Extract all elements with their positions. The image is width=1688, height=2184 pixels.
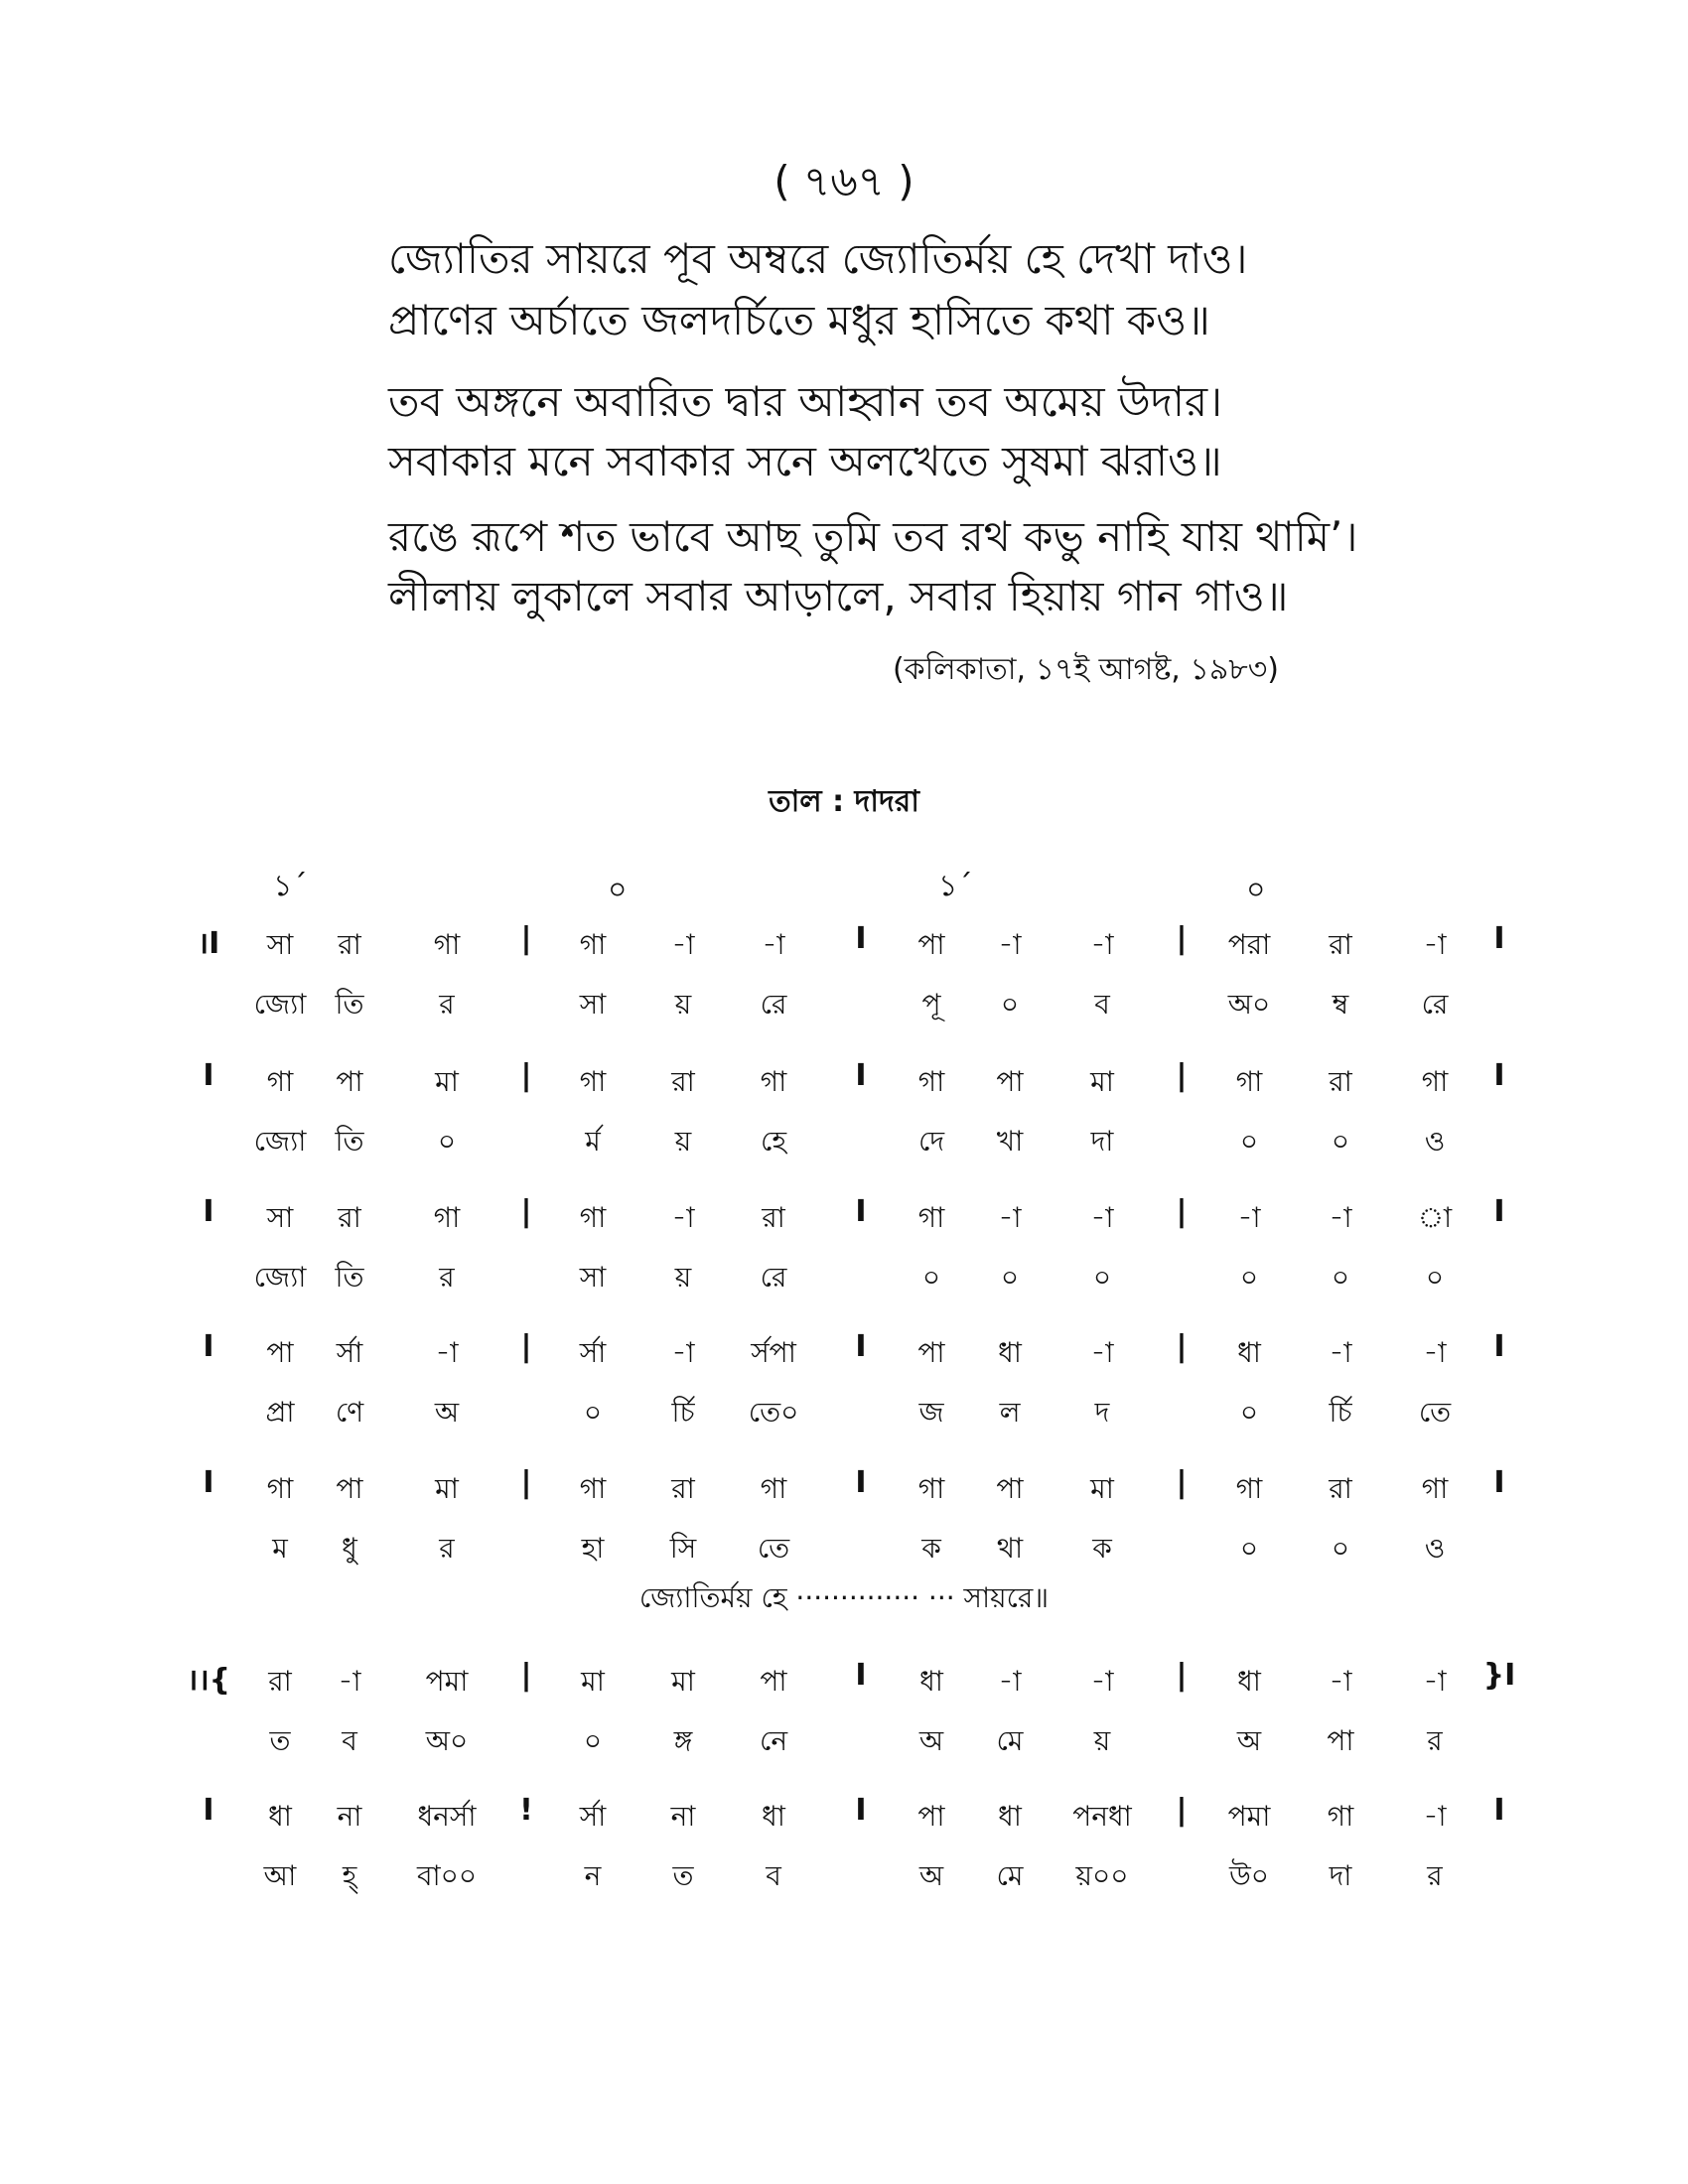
note-cell: গা — [579, 1472, 607, 1505]
beat-mark: ০ — [608, 873, 628, 907]
lyric-cell: ক — [921, 1532, 941, 1565]
bar-mark: I — [855, 921, 867, 956]
bar-mark: | — [520, 1194, 532, 1229]
note-cell: পা — [917, 1336, 945, 1369]
lyric-cell: মে — [996, 1724, 1024, 1757]
lyric-cell: রে — [760, 1261, 787, 1294]
lyric-cell: আ — [263, 1859, 297, 1892]
bar-mark: ।।{ — [186, 1663, 231, 1698]
note-cell: পা — [336, 1065, 363, 1098]
beat-mark: ১´ — [938, 869, 973, 903]
bar-mark: | — [1176, 921, 1188, 956]
lyric-cell: হা — [581, 1532, 605, 1565]
lyric-cell: জ্যো — [253, 988, 307, 1021]
note-cell: -া — [435, 1336, 459, 1369]
beat-mark: ১´ — [273, 869, 308, 903]
note-cell: পমা — [425, 1665, 469, 1698]
note-cell: -া — [1423, 1800, 1447, 1833]
note-cell: -া — [1237, 1201, 1261, 1234]
bar-mark: I — [855, 1465, 867, 1500]
note-cell: র্সা — [579, 1336, 607, 1369]
lyric-cell: নে — [759, 1724, 788, 1757]
bar-mark: }I — [1482, 1658, 1516, 1693]
note-cell: মা — [1090, 1472, 1114, 1505]
lyric-cell: ধু — [342, 1532, 357, 1565]
poem-line: জ্যোতির সায়রে পূব অম্বরে জ্যোতির্ময় হে দেখা দাও। — [388, 234, 1248, 283]
bar-mark: I — [855, 1058, 867, 1093]
lyric-cell: মে — [996, 1859, 1024, 1892]
lyric-cell: তে — [757, 1532, 790, 1565]
note-cell: গা — [760, 1065, 787, 1098]
note-cell: রা — [1329, 928, 1352, 961]
lyric-cell: সি — [669, 1532, 697, 1565]
lyric-cell: ব — [342, 1724, 357, 1757]
note-cell: র্সা — [336, 1336, 363, 1369]
lyric-cell: য় — [674, 1125, 692, 1158]
note-cell: ধা — [919, 1665, 943, 1698]
note-cell: পা — [996, 1065, 1024, 1098]
note-cell: -া — [1423, 928, 1447, 961]
note-cell: মা — [581, 1665, 605, 1698]
date-line: (কলিকাতা, ১৭ই আগষ্ট, ১৯৮৩) — [892, 652, 1279, 687]
lyric-cell: ০ — [1239, 1396, 1259, 1429]
bar-mark: I — [855, 1194, 867, 1229]
lyric-cell: ম্ব — [1332, 988, 1349, 1021]
lyric-cell: ০ — [583, 1724, 603, 1757]
note-cell: ধনর্সা — [417, 1800, 477, 1833]
lyric-cell: দা — [1329, 1859, 1352, 1892]
note-cell: -া — [1090, 1336, 1114, 1369]
lyric-cell: হে — [760, 1125, 787, 1158]
note-cell: পনধা — [1072, 1800, 1132, 1833]
note-cell: -া — [671, 1336, 695, 1369]
beat-mark: ০ — [1246, 873, 1266, 907]
lyric-cell: ০ — [1239, 1261, 1259, 1294]
note-cell: রা — [1329, 1065, 1352, 1098]
note-cell: া — [1417, 1201, 1453, 1234]
bar-mark: I — [1493, 1329, 1505, 1364]
note-cell: মা — [435, 1472, 459, 1505]
note-cell: -া — [998, 1665, 1022, 1698]
bar-mark: | — [520, 1465, 532, 1500]
lyric-cell: জ্যো — [253, 1125, 307, 1158]
note-cell: -া — [671, 928, 695, 961]
poem-line: সবাকার মনে সবাকার সনে অলখেতে সুষমা ঝরাও॥ — [388, 437, 1222, 485]
note-cell: না — [670, 1800, 696, 1833]
note-cell: পা — [266, 1336, 294, 1369]
lyric-cell: অ০ — [425, 1724, 469, 1757]
lyric-cell: ০ — [1239, 1532, 1259, 1565]
lyric-cell: অ — [434, 1396, 460, 1429]
lyric-cell: ০ — [1425, 1261, 1445, 1294]
note-cell: -া — [998, 1201, 1022, 1234]
lyric-cell: জ্যো — [253, 1261, 307, 1294]
lyric-cell: তে০ — [748, 1396, 799, 1429]
lyric-cell: র্চি — [1329, 1396, 1352, 1429]
lyric-cell: ক — [1092, 1532, 1112, 1565]
note-cell: গা — [266, 1065, 294, 1098]
poem-line: তব অঙ্গনে অবারিত দ্বার আহ্বান তব অমেয় উদার। — [388, 377, 1223, 426]
note-cell: পরা — [1227, 928, 1271, 961]
lyric-cell: ০ — [1239, 1125, 1259, 1158]
note-cell: পা — [996, 1472, 1024, 1505]
bar-mark: I — [855, 1329, 867, 1364]
note-cell: পা — [917, 1800, 945, 1833]
note-cell: র্সপা — [751, 1336, 796, 1369]
bar-mark: | — [1176, 1658, 1188, 1693]
taal-heading: তাল : দাদরা — [769, 784, 919, 819]
note-cell: গা — [1327, 1800, 1354, 1833]
note-cell: গা — [1235, 1472, 1263, 1505]
bar-mark: I — [203, 1793, 214, 1828]
lyric-cell: অ০ — [1227, 988, 1271, 1021]
lyric-cell: ম — [272, 1532, 288, 1565]
poem-line: প্রাণের অর্চাতে জলদর্চিতে মধুর হাসিতে কথা কও॥ — [388, 296, 1210, 344]
note-cell: গা — [1421, 1472, 1449, 1505]
note-cell: গা — [917, 1472, 945, 1505]
note-cell: গা — [433, 928, 461, 961]
note-cell: ধা — [998, 1800, 1022, 1833]
bar-mark: I — [1493, 921, 1505, 956]
lyric-cell: তি — [335, 1125, 364, 1158]
lyric-cell: সা — [579, 988, 607, 1021]
note-cell: মা — [671, 1665, 695, 1698]
lyric-cell: ও — [1424, 1532, 1446, 1565]
note-cell: গা — [917, 1065, 945, 1098]
note-cell: -া — [1329, 1665, 1352, 1698]
lyric-cell: পূ — [921, 988, 941, 1021]
note-cell: ধা — [268, 1800, 292, 1833]
bar-mark: | — [520, 1058, 532, 1093]
bar-mark: | — [520, 921, 532, 956]
lyric-cell: ণে — [335, 1396, 364, 1429]
note-cell: -া — [1329, 1201, 1352, 1234]
lyric-cell: ত — [269, 1724, 291, 1757]
note-cell: রা — [1329, 1472, 1352, 1505]
page-number: ( ৭৬৭ ) — [774, 157, 914, 205]
lyric-cell: ০ — [1000, 1261, 1020, 1294]
note-cell: সা — [266, 1201, 294, 1234]
lyric-cell: দা — [1090, 1125, 1114, 1158]
bar-mark: I — [203, 1194, 214, 1229]
note-cell: গা — [1235, 1065, 1263, 1098]
bar-mark: I — [1493, 1194, 1505, 1229]
refrain-line: জ্যোতির্ময় হে ·············· ··· সায়রে॥ — [638, 1581, 1050, 1614]
lyric-cell: প্রা — [265, 1396, 295, 1429]
bar-mark: | — [520, 1329, 532, 1364]
lyric-cell: র — [439, 1261, 455, 1294]
lyric-cell: ০ — [1092, 1261, 1112, 1294]
note-cell: না — [337, 1800, 362, 1833]
note-cell: পা — [336, 1472, 363, 1505]
lyric-cell: ও — [1424, 1125, 1446, 1158]
lyric-cell: ন — [584, 1859, 602, 1892]
lyric-cell: থা — [996, 1532, 1024, 1565]
lyric-cell: ত — [672, 1859, 694, 1892]
lyric-cell: ০ — [1331, 1125, 1350, 1158]
bar-mark: I — [855, 1658, 867, 1693]
note-cell: -া — [762, 928, 785, 961]
note-cell: গা — [266, 1472, 294, 1505]
lyric-cell: অ — [1236, 1724, 1262, 1757]
note-cell: পমা — [1227, 1800, 1271, 1833]
note-cell: র্সা — [579, 1800, 607, 1833]
note-cell: -া — [1090, 928, 1114, 961]
note-cell: মা — [435, 1065, 459, 1098]
bar-mark: I — [1493, 1793, 1505, 1828]
note-cell: রা — [671, 1065, 695, 1098]
note-cell: ধা — [1237, 1336, 1261, 1369]
note-cell: ধা — [998, 1336, 1022, 1369]
note-cell: -া — [1329, 1336, 1352, 1369]
lyric-cell: র — [439, 1532, 455, 1565]
lyric-cell: র্চি — [671, 1396, 695, 1429]
note-cell: রা — [671, 1472, 695, 1505]
note-cell: গা — [1421, 1065, 1449, 1098]
lyric-cell: র্ম — [585, 1125, 601, 1158]
bar-mark: | — [1176, 1058, 1188, 1093]
bar-mark: | — [520, 1658, 532, 1693]
lyric-cell: হ্ — [342, 1859, 357, 1892]
bar-mark: | — [1176, 1793, 1188, 1828]
lyric-cell: য় — [1093, 1724, 1111, 1757]
bar-mark: ! — [519, 1793, 533, 1828]
note-cell: -া — [1090, 1201, 1114, 1234]
bar-mark: I — [203, 1465, 214, 1500]
note-cell: গা — [579, 928, 607, 961]
poem-line: রঙে রূপে শত ভাবে আছ তুমি তব রথ কভু নাহি যায় থামি’। — [388, 512, 1358, 561]
lyric-cell: য় — [674, 988, 692, 1021]
lyric-cell: অ — [918, 1859, 944, 1892]
note-cell: ধা — [762, 1800, 785, 1833]
note-cell: গা — [433, 1201, 461, 1234]
note-cell: রা — [338, 928, 361, 961]
lyric-cell: জ — [918, 1396, 944, 1429]
note-cell: -া — [998, 928, 1022, 961]
note-cell: গা — [579, 1201, 607, 1234]
bar-mark: I — [203, 1329, 214, 1364]
bar-mark: | — [1176, 1194, 1188, 1229]
note-cell: সা — [266, 928, 294, 961]
lyric-cell: দে — [917, 1125, 945, 1158]
lyric-cell: ০ — [1331, 1532, 1350, 1565]
note-cell: -া — [1423, 1336, 1447, 1369]
note-cell: রা — [268, 1665, 292, 1698]
lyric-cell: বা০০ — [416, 1859, 478, 1892]
lyric-cell: ০ — [1331, 1261, 1350, 1294]
note-cell: গা — [917, 1201, 945, 1234]
note-cell: গা — [579, 1065, 607, 1098]
lyric-cell: ঙ্গ — [673, 1724, 693, 1757]
lyric-cell: ল — [999, 1396, 1021, 1429]
lyric-cell: অ — [918, 1724, 944, 1757]
bar-mark: I — [1493, 1465, 1505, 1500]
lyric-cell: ০ — [921, 1261, 941, 1294]
note-cell: ধা — [1237, 1665, 1261, 1698]
lyric-cell: পা — [1327, 1724, 1354, 1757]
note-cell: পা — [760, 1665, 787, 1698]
bar-mark: ।I — [197, 926, 220, 961]
lyric-cell: তি — [335, 1261, 364, 1294]
bar-mark: I — [203, 1058, 214, 1093]
note-cell: গা — [760, 1472, 787, 1505]
note-cell: -া — [1090, 1665, 1114, 1698]
lyric-cell: খা — [996, 1125, 1024, 1158]
bar-mark: | — [1176, 1465, 1188, 1500]
lyric-cell: ব — [1094, 988, 1110, 1021]
lyric-cell: রে — [760, 988, 787, 1021]
lyric-cell: তি — [335, 988, 364, 1021]
note-cell: -া — [1423, 1665, 1447, 1698]
lyric-cell: দ — [1094, 1396, 1110, 1429]
lyric-cell: তে — [1418, 1396, 1452, 1429]
note-cell: -া — [671, 1201, 695, 1234]
note-cell: পা — [917, 928, 945, 961]
lyric-cell: সা — [579, 1261, 607, 1294]
lyric-cell: র — [1427, 1859, 1443, 1892]
note-cell: মা — [1090, 1065, 1114, 1098]
lyric-cell: ব — [766, 1859, 781, 1892]
lyric-cell: ০ — [437, 1125, 457, 1158]
bar-mark: I — [1493, 1058, 1505, 1093]
note-cell: রা — [762, 1201, 785, 1234]
bar-mark: | — [1176, 1329, 1188, 1364]
lyric-cell: য়০০ — [1075, 1859, 1129, 1892]
lyric-cell: ০ — [583, 1396, 603, 1429]
lyric-cell: রে — [1421, 988, 1449, 1021]
poem-line: লীলায় লুকালে সবার আড়ালে, সবার হিয়ায় গান গাও॥ — [388, 572, 1289, 620]
lyric-cell: র — [439, 988, 455, 1021]
lyric-cell: য় — [674, 1261, 692, 1294]
lyric-cell: উ০ — [1228, 1859, 1270, 1892]
bar-mark: I — [855, 1793, 867, 1828]
note-cell: -া — [338, 1665, 361, 1698]
note-cell: রা — [338, 1201, 361, 1234]
lyric-cell: র — [1427, 1724, 1443, 1757]
lyric-cell: ০ — [1000, 988, 1020, 1021]
